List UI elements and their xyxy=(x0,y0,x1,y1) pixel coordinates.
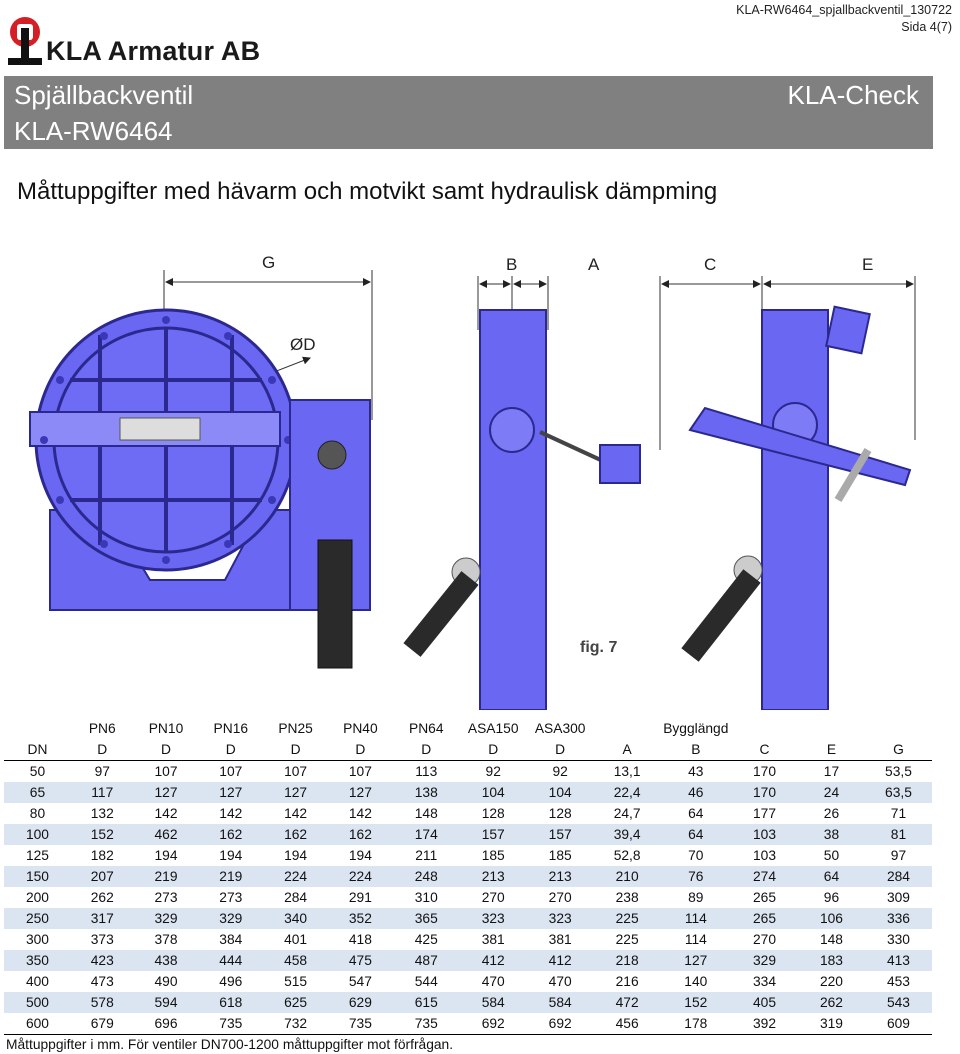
table-cell: 696 xyxy=(134,1013,199,1035)
table-cell: 224 xyxy=(328,866,393,887)
table-cell: 378 xyxy=(154,932,178,947)
table-cell: 142 xyxy=(154,806,178,821)
table-header-row xyxy=(4,718,932,739)
table-cell: 65 xyxy=(4,782,71,803)
table-cell: 262 xyxy=(798,992,865,1013)
table-cell: ASA300 xyxy=(534,721,586,736)
table-cell: 629 xyxy=(328,992,393,1013)
dimension-label-od: ØD xyxy=(290,335,316,354)
table-cell: D xyxy=(527,739,594,761)
table-cell: 248 xyxy=(393,866,460,887)
table-cell: 194 xyxy=(348,848,372,863)
table-cell: 323 xyxy=(527,908,594,929)
table-cell: 177 xyxy=(752,806,777,821)
table-cell: D xyxy=(460,739,527,761)
document-reference xyxy=(736,2,952,36)
table-cell: 185 xyxy=(548,848,572,863)
table-row xyxy=(4,929,932,950)
table-cell: 125 xyxy=(25,848,49,863)
table-cell: 472 xyxy=(594,992,661,1013)
table-cell: 323 xyxy=(460,908,527,929)
dimension-label-a: A xyxy=(588,255,600,274)
table-cell: Bygglängd xyxy=(663,721,729,736)
table-cell: 76 xyxy=(661,866,731,887)
table-row xyxy=(4,992,932,1013)
table-cell: 423 xyxy=(71,950,134,971)
table-cell: 500 xyxy=(4,992,71,1013)
table-cell: 170 xyxy=(752,764,777,779)
table-cell: 142 xyxy=(219,806,243,821)
table-cell: PN6 xyxy=(88,721,116,736)
table-cell: 496 xyxy=(219,974,243,989)
table-cell: 334 xyxy=(752,974,777,989)
table-cell: 350 xyxy=(4,950,71,971)
table-cell: 238 xyxy=(615,890,639,905)
table-cell: 310 xyxy=(414,890,438,905)
table-cell: 211 xyxy=(415,848,438,863)
table-cell: PN40 xyxy=(343,721,378,736)
table-cell: 127 xyxy=(198,782,263,803)
table-cell: 384 xyxy=(219,932,243,947)
table-cell: 182 xyxy=(90,848,114,863)
table-cell: 381 xyxy=(548,932,572,947)
table-cell: D xyxy=(198,739,263,761)
table-cell: 373 xyxy=(90,932,114,947)
table-cell: 600 xyxy=(4,1013,71,1035)
table-cell: 38 xyxy=(798,824,865,845)
table-cell: 400 xyxy=(25,974,49,989)
table-cell: 578 xyxy=(71,992,134,1013)
dimension-label-e: E xyxy=(862,255,874,274)
table-cell: 26 xyxy=(823,806,840,821)
table-cell: 405 xyxy=(731,992,798,1013)
table-cell: 150 xyxy=(4,866,71,887)
table-cell: 50 xyxy=(823,848,840,863)
table-cell: 692 xyxy=(460,1013,527,1035)
table-cell: 458 xyxy=(263,950,328,971)
table-cell: 470 xyxy=(481,974,505,989)
table-cell: 64 xyxy=(798,866,865,887)
table-cell: 107 xyxy=(219,764,243,779)
product-name: Spjällbackventil xyxy=(14,80,194,110)
title-banner xyxy=(4,76,933,149)
table-cell: 284 xyxy=(865,866,932,887)
table-cell: 127 xyxy=(134,782,199,803)
table-cell: 97 xyxy=(94,764,110,779)
table-row xyxy=(4,803,932,824)
table-cell: PN10 xyxy=(148,721,184,736)
table-cell: G xyxy=(865,739,932,761)
table-cell: 609 xyxy=(865,1013,932,1035)
table-cell: 162 xyxy=(198,824,263,845)
table-cell: 340 xyxy=(263,908,328,929)
table-cell: 92 xyxy=(552,764,568,779)
table-row xyxy=(4,950,932,971)
table-cell: 24,7 xyxy=(613,806,641,821)
table-header-row xyxy=(4,739,932,761)
table-cell: 117 xyxy=(71,782,134,803)
table-cell: 96 xyxy=(823,890,840,905)
table-cell: 265 xyxy=(752,890,777,905)
table-cell: 39,4 xyxy=(594,824,661,845)
table-cell: 309 xyxy=(886,890,910,905)
table-cell: 132 xyxy=(90,806,114,821)
table-cell: 100 xyxy=(4,824,71,845)
valve-dimension-drawing xyxy=(0,240,960,710)
table-cell: 142 xyxy=(348,806,372,821)
table-cell: 127 xyxy=(661,950,731,971)
table-cell: 194 xyxy=(154,848,178,863)
table-cell: 17 xyxy=(823,764,840,779)
dimension-label-b: B xyxy=(506,255,518,274)
table-cell: 97 xyxy=(890,848,907,863)
figure-label: fig. 7 xyxy=(580,639,618,656)
table-cell: 210 xyxy=(594,866,661,887)
table-cell: 625 xyxy=(263,992,328,1013)
table-cell: 444 xyxy=(198,950,263,971)
table-cell: 104 xyxy=(460,782,527,803)
table-cell: 618 xyxy=(198,992,263,1013)
table-cell: B xyxy=(661,739,731,761)
company-logo xyxy=(4,14,304,72)
table-cell: 274 xyxy=(731,866,798,887)
table-cell xyxy=(594,718,661,739)
table-cell: D xyxy=(134,739,199,761)
table-cell: 365 xyxy=(393,908,460,929)
table-cell: A xyxy=(594,739,661,761)
table-cell: 692 xyxy=(527,1013,594,1035)
table-cell: 224 xyxy=(263,866,328,887)
table-cell: 544 xyxy=(414,974,438,989)
table-cell: 53,5 xyxy=(885,764,912,779)
table-cell: 70 xyxy=(688,848,704,863)
table-row xyxy=(4,782,932,803)
table-cell: 401 xyxy=(284,932,308,947)
table-cell: 128 xyxy=(481,806,505,821)
table-cell: 584 xyxy=(460,992,527,1013)
table-cell: 24 xyxy=(798,782,865,803)
table-cell: 81 xyxy=(865,824,932,845)
table-cell: D xyxy=(263,739,328,761)
table-cell: 148 xyxy=(414,806,438,821)
table-row xyxy=(4,866,932,887)
table-cell: 148 xyxy=(819,932,843,947)
table-cell: 89 xyxy=(688,890,704,905)
table-cell: 13,1 xyxy=(613,764,641,779)
table-cell: 456 xyxy=(594,1013,661,1035)
table-cell: 462 xyxy=(134,824,199,845)
table-cell: 22,4 xyxy=(594,782,661,803)
table-cell: 64 xyxy=(661,824,731,845)
dimension-label-g: G xyxy=(262,253,276,272)
table-cell xyxy=(731,718,798,739)
table-cell: ASA150 xyxy=(467,721,519,736)
table-cell: 487 xyxy=(393,950,460,971)
table-cell: 270 xyxy=(481,890,505,905)
table-cell: 300 xyxy=(25,932,49,947)
table-cell: 735 xyxy=(198,1013,263,1035)
table-row xyxy=(4,908,932,929)
table-cell: 213 xyxy=(527,866,594,887)
table-cell: 71 xyxy=(890,806,907,821)
table-cell xyxy=(4,718,71,739)
table-row xyxy=(4,1013,932,1035)
table-cell: 174 xyxy=(393,824,460,845)
table-cell: 225 xyxy=(594,908,661,929)
table-cell: 63,5 xyxy=(865,782,932,803)
table-cell: 194 xyxy=(284,848,308,863)
table-cell: 194 xyxy=(219,848,243,863)
table-cell: 732 xyxy=(263,1013,328,1035)
table-cell: 284 xyxy=(284,890,308,905)
table-cell: 50 xyxy=(29,764,46,779)
table-cell: 218 xyxy=(594,950,661,971)
table-cell: 152 xyxy=(71,824,134,845)
table-cell: 418 xyxy=(348,932,372,947)
table-cell: E xyxy=(798,739,865,761)
table-cell: 273 xyxy=(219,890,243,905)
table-cell: 219 xyxy=(134,866,199,887)
table-cell: 178 xyxy=(661,1013,731,1035)
table-cell: 157 xyxy=(460,824,527,845)
page-number: Sida 4(7) xyxy=(901,20,952,34)
table-cell: 547 xyxy=(348,974,372,989)
table-cell: 317 xyxy=(71,908,134,929)
table-cell: 157 xyxy=(527,824,594,845)
table-cell: 216 xyxy=(615,974,639,989)
table-cell: 162 xyxy=(263,824,328,845)
logo-text: KLA Armatur AB xyxy=(46,36,261,66)
footnote: Måttuppgifter i mm. För ventiler DN700-1200 måttuppgifter mot förfrågan. xyxy=(6,1037,454,1052)
table-cell: 113 xyxy=(415,764,438,779)
table-cell: 425 xyxy=(414,932,438,947)
table-cell: 170 xyxy=(731,782,798,803)
table-cell: 104 xyxy=(527,782,594,803)
table-cell: 46 xyxy=(661,782,731,803)
table-cell: 438 xyxy=(134,950,199,971)
table-cell: DN xyxy=(4,739,71,761)
dimension-table xyxy=(4,718,932,1035)
table-cell: 329 xyxy=(134,908,199,929)
table-cell: 735 xyxy=(393,1013,460,1035)
table-cell: 127 xyxy=(328,782,393,803)
table-cell: 207 xyxy=(71,866,134,887)
table-cell: 329 xyxy=(731,950,798,971)
table-cell: 107 xyxy=(348,764,372,779)
product-line: KLA-Check xyxy=(787,80,919,110)
document-filename: KLA-RW6464_spjallbackventil_130722 xyxy=(736,3,952,17)
table-cell: 515 xyxy=(284,974,308,989)
table-cell: 213 xyxy=(460,866,527,887)
table-cell: 52,8 xyxy=(613,848,641,863)
table-cell: 262 xyxy=(90,890,114,905)
table-cell: 291 xyxy=(348,890,372,905)
table-cell: 475 xyxy=(328,950,393,971)
table-cell: D xyxy=(393,739,460,761)
table-row xyxy=(4,971,932,992)
table-cell: 138 xyxy=(393,782,460,803)
table-cell: 43 xyxy=(688,764,704,779)
table-cell: 200 xyxy=(25,890,49,905)
table-cell: 270 xyxy=(752,932,777,947)
table-cell: 735 xyxy=(328,1013,393,1035)
valve-front-view xyxy=(30,310,370,668)
table-cell: 107 xyxy=(154,764,178,779)
table-cell: 225 xyxy=(615,932,639,947)
table-cell: 185 xyxy=(481,848,505,863)
table-cell: 412 xyxy=(527,950,594,971)
table-cell: 114 xyxy=(661,908,731,929)
table-row xyxy=(4,887,932,908)
table-cell: 140 xyxy=(684,974,708,989)
table-row xyxy=(4,845,932,866)
table-cell: 64 xyxy=(688,806,704,821)
table-row xyxy=(4,761,932,783)
table-cell: 152 xyxy=(661,992,731,1013)
table-cell xyxy=(865,718,932,739)
table-cell: 107 xyxy=(284,764,308,779)
table-cell: 330 xyxy=(886,932,910,947)
table-cell: 127 xyxy=(263,782,328,803)
table-cell: PN25 xyxy=(278,721,313,736)
table-cell: 329 xyxy=(198,908,263,929)
table-cell: 103 xyxy=(731,824,798,845)
table-cell: PN64 xyxy=(409,721,444,736)
table-cell: 352 xyxy=(328,908,393,929)
table-cell: 162 xyxy=(328,824,393,845)
table-cell: 336 xyxy=(865,908,932,929)
table-cell: PN16 xyxy=(213,721,249,736)
table-cell: 270 xyxy=(548,890,572,905)
table-cell: 470 xyxy=(548,974,572,989)
table-cell: 594 xyxy=(134,992,199,1013)
kla-logo-icon xyxy=(4,14,48,70)
table-cell: 114 xyxy=(684,932,707,947)
table-cell: D xyxy=(71,739,134,761)
table-cell: 679 xyxy=(71,1013,134,1035)
table-cell: 473 xyxy=(90,974,114,989)
table-cell: D xyxy=(328,739,393,761)
table-cell: 273 xyxy=(154,890,178,905)
table-cell: 319 xyxy=(798,1013,865,1035)
table-cell: C xyxy=(731,739,798,761)
table-cell: 381 xyxy=(481,932,505,947)
table-cell: 392 xyxy=(731,1013,798,1035)
table-row xyxy=(4,824,932,845)
table-cell: 106 xyxy=(798,908,865,929)
dimension-label-c: C xyxy=(704,255,717,274)
table-cell: 103 xyxy=(752,848,777,863)
product-code: KLA-RW6464 xyxy=(14,116,173,146)
table-cell: 80 xyxy=(29,806,46,821)
table-cell: 615 xyxy=(393,992,460,1013)
table-cell: 220 xyxy=(819,974,843,989)
table-cell: 250 xyxy=(4,908,71,929)
table-cell: 543 xyxy=(865,992,932,1013)
table-cell: 128 xyxy=(548,806,572,821)
table-cell xyxy=(798,718,865,739)
table-cell: 92 xyxy=(485,764,501,779)
table-cell: 412 xyxy=(460,950,527,971)
table-cell: 265 xyxy=(731,908,798,929)
table-cell: 453 xyxy=(886,974,910,989)
table-cell: 142 xyxy=(284,806,308,821)
valve-side-view-right xyxy=(690,307,910,710)
table-cell: 584 xyxy=(527,992,594,1013)
table-cell: 490 xyxy=(154,974,178,989)
table-cell: 413 xyxy=(865,950,932,971)
section-heading: Måttuppgifter med hävarm och motvikt samt hydraulisk dämpming xyxy=(17,178,718,205)
table-cell: 183 xyxy=(798,950,865,971)
table-cell: 219 xyxy=(198,866,263,887)
